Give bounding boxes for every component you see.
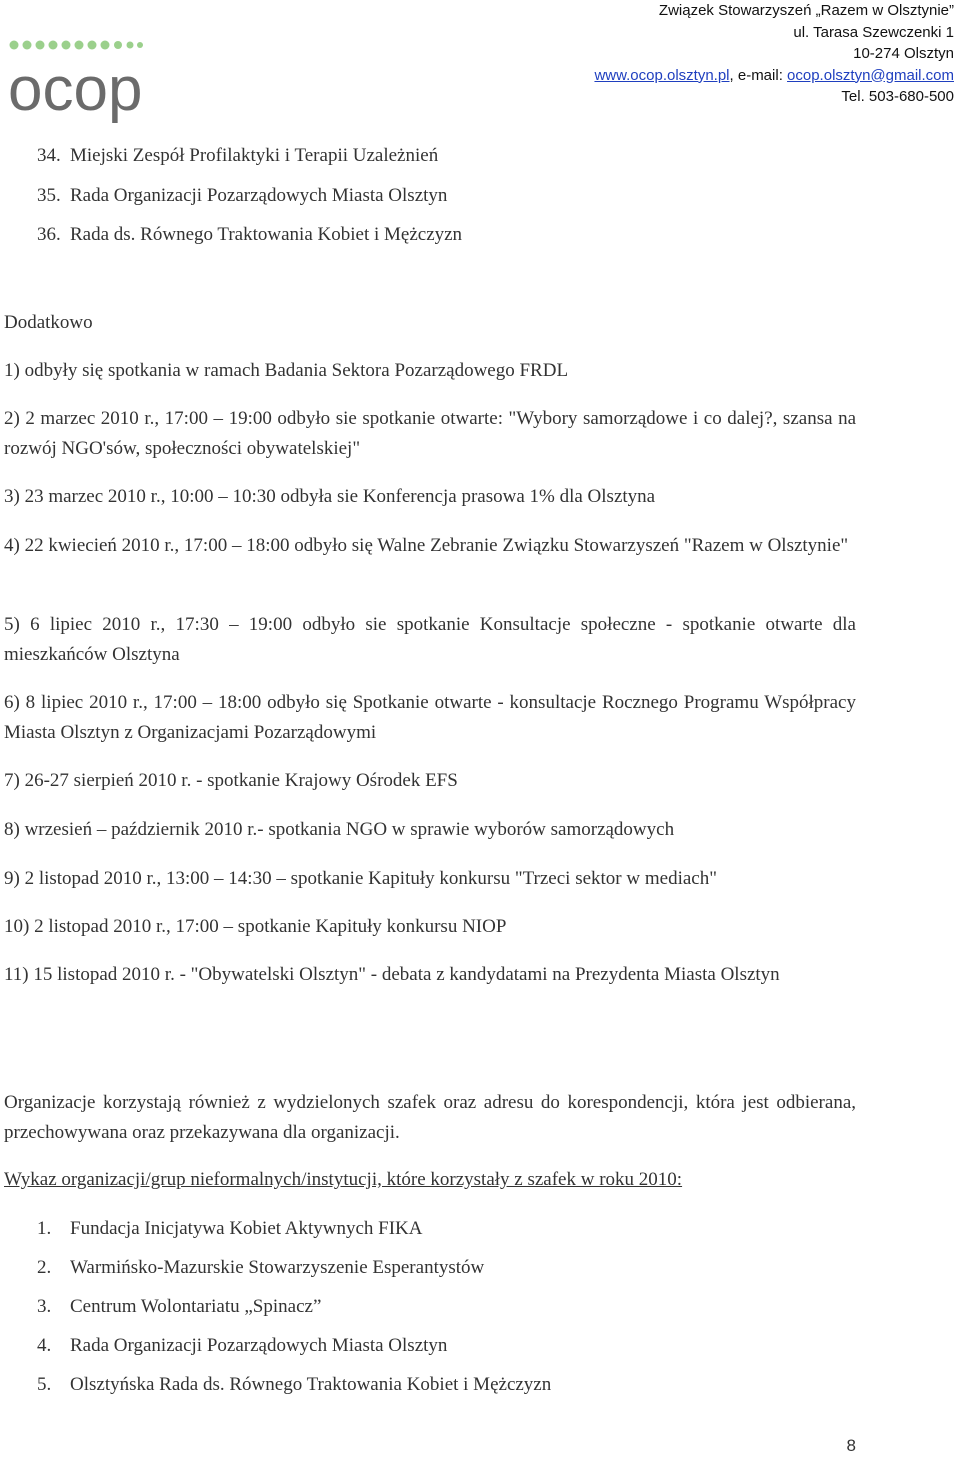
org-contact xyxy=(594,65,954,87)
lockers-paragraph: Organizacje korzystają również z wydzielonych szafek oraz adresu do korespondencji, która jest odbierana, przechowywana oraz przekazywana dla organizacji. xyxy=(4,1092,856,1143)
email-link[interactable]: ocop.olsztyn@gmail.com xyxy=(787,66,954,84)
event-item: 8) wrzesień – październik 2010 r.- spotkania NGO w sprawie wyborów samorządowych xyxy=(4,819,675,840)
org-phone: Tel. 503-680-500 xyxy=(841,88,954,105)
lockers-heading: Wykaz organizacji/grup nieformalnych/instytucji, które korzystały z szafek w roku 2010: xyxy=(4,1169,683,1190)
list-item: 1. Fundacja Inicjatywa Kobiet Aktywnych FIKA xyxy=(37,1218,423,1239)
event-item: 3) 23 marzec 2010 r., 10:00 – 10:30 odbyła sie Konferencja prasowa 1% dla Olsztyna xyxy=(4,486,656,507)
page-number: 8 xyxy=(846,1436,856,1455)
event-item: 11) 15 listopad 2010 r. - "Obywatelski Olsztyn" - debata z kandydatami na Prezydenta Miasta Olsztyn xyxy=(4,964,780,985)
list-item: 4. Rada Organizacji Pozarządowych Miasta Olsztyn xyxy=(37,1335,448,1356)
event-item: 1) odbyły się spotkania w ramach Badania Sektora Pozarządowego FRDL xyxy=(4,360,569,381)
org-name: Związek Stowarzyszeń „Razem w Olsztynie” xyxy=(658,2,954,19)
event-item: 4) 22 kwiecień 2010 r., 17:00 – 18:00 odbyło się Walne Zebranie Związku Stowarzyszeń "Razem w Olsztynie" xyxy=(4,535,849,556)
event-item: 10) 2 listopad 2010 r., 17:00 – spotkanie Kapituły konkursu NIOP xyxy=(4,916,507,937)
list-item: 3. Centrum Wolontariatu „Spinacz” xyxy=(37,1296,322,1317)
list-item: 34. Miejski Zespół Profilaktyki i Terapii Uzależnień xyxy=(37,145,439,166)
letterhead xyxy=(594,0,954,108)
email-prefix: , e-mail: xyxy=(729,66,788,84)
website-link[interactable]: www.ocop.olsztyn.pl xyxy=(594,66,730,84)
event-item: 7) 26-27 sierpień 2010 r. - spotkanie Krajowy Ośrodek EFS xyxy=(4,770,458,791)
list-item: 35. Rada Organizacji Pozarządowych Miasta Olsztyn xyxy=(37,185,448,206)
list-item: 2. Warmińsko-Mazurskie Stowarzyszenie Esperantystów xyxy=(37,1257,485,1278)
event-item: 6) 8 lipiec 2010 r., 17:00 – 18:00 odbyło się Spotkanie otwarte - konsultacje Rocznego Programu Współpracy Miasta Olsztyn z Organizacjami Pozarządowymi xyxy=(4,692,856,743)
list-item: 36. Rada ds. Równego Traktowania Kobiet i Mężczyzn xyxy=(37,224,463,245)
additional-heading: Dodatkowo xyxy=(4,312,93,333)
org-street: ul. Tarasa Szewczenki 1 xyxy=(793,23,954,41)
event-item: 9) 2 listopad 2010 r., 13:00 – 14:30 – spotkanie Kapituły konkursu "Trzeci sektor w mediach" xyxy=(4,868,717,889)
event-item: 2) 2 marzec 2010 r., 17:00 – 19:00 odbyło sie spotkanie otwarte: "Wybory samorządowe i co dalej?, szansa na rozwój NGO'sów, społeczności obywatelskiej" xyxy=(4,408,856,459)
event-item: 5) 6 lipiec 2010 r., 17:30 – 19:00 odbyło sie spotkanie Konsultacje społeczne - spotkanie otwarte dla mieszkańców Olsztyna xyxy=(4,614,856,665)
list-item: 5. Olsztyńska Rada ds. Równego Traktowania Kobiet i Mężczyzn xyxy=(37,1374,552,1395)
org-city: 10-274 Olsztyn xyxy=(853,45,954,62)
svg-text:ocop: ocop xyxy=(8,55,143,124)
ocop-logo xyxy=(8,40,148,142)
